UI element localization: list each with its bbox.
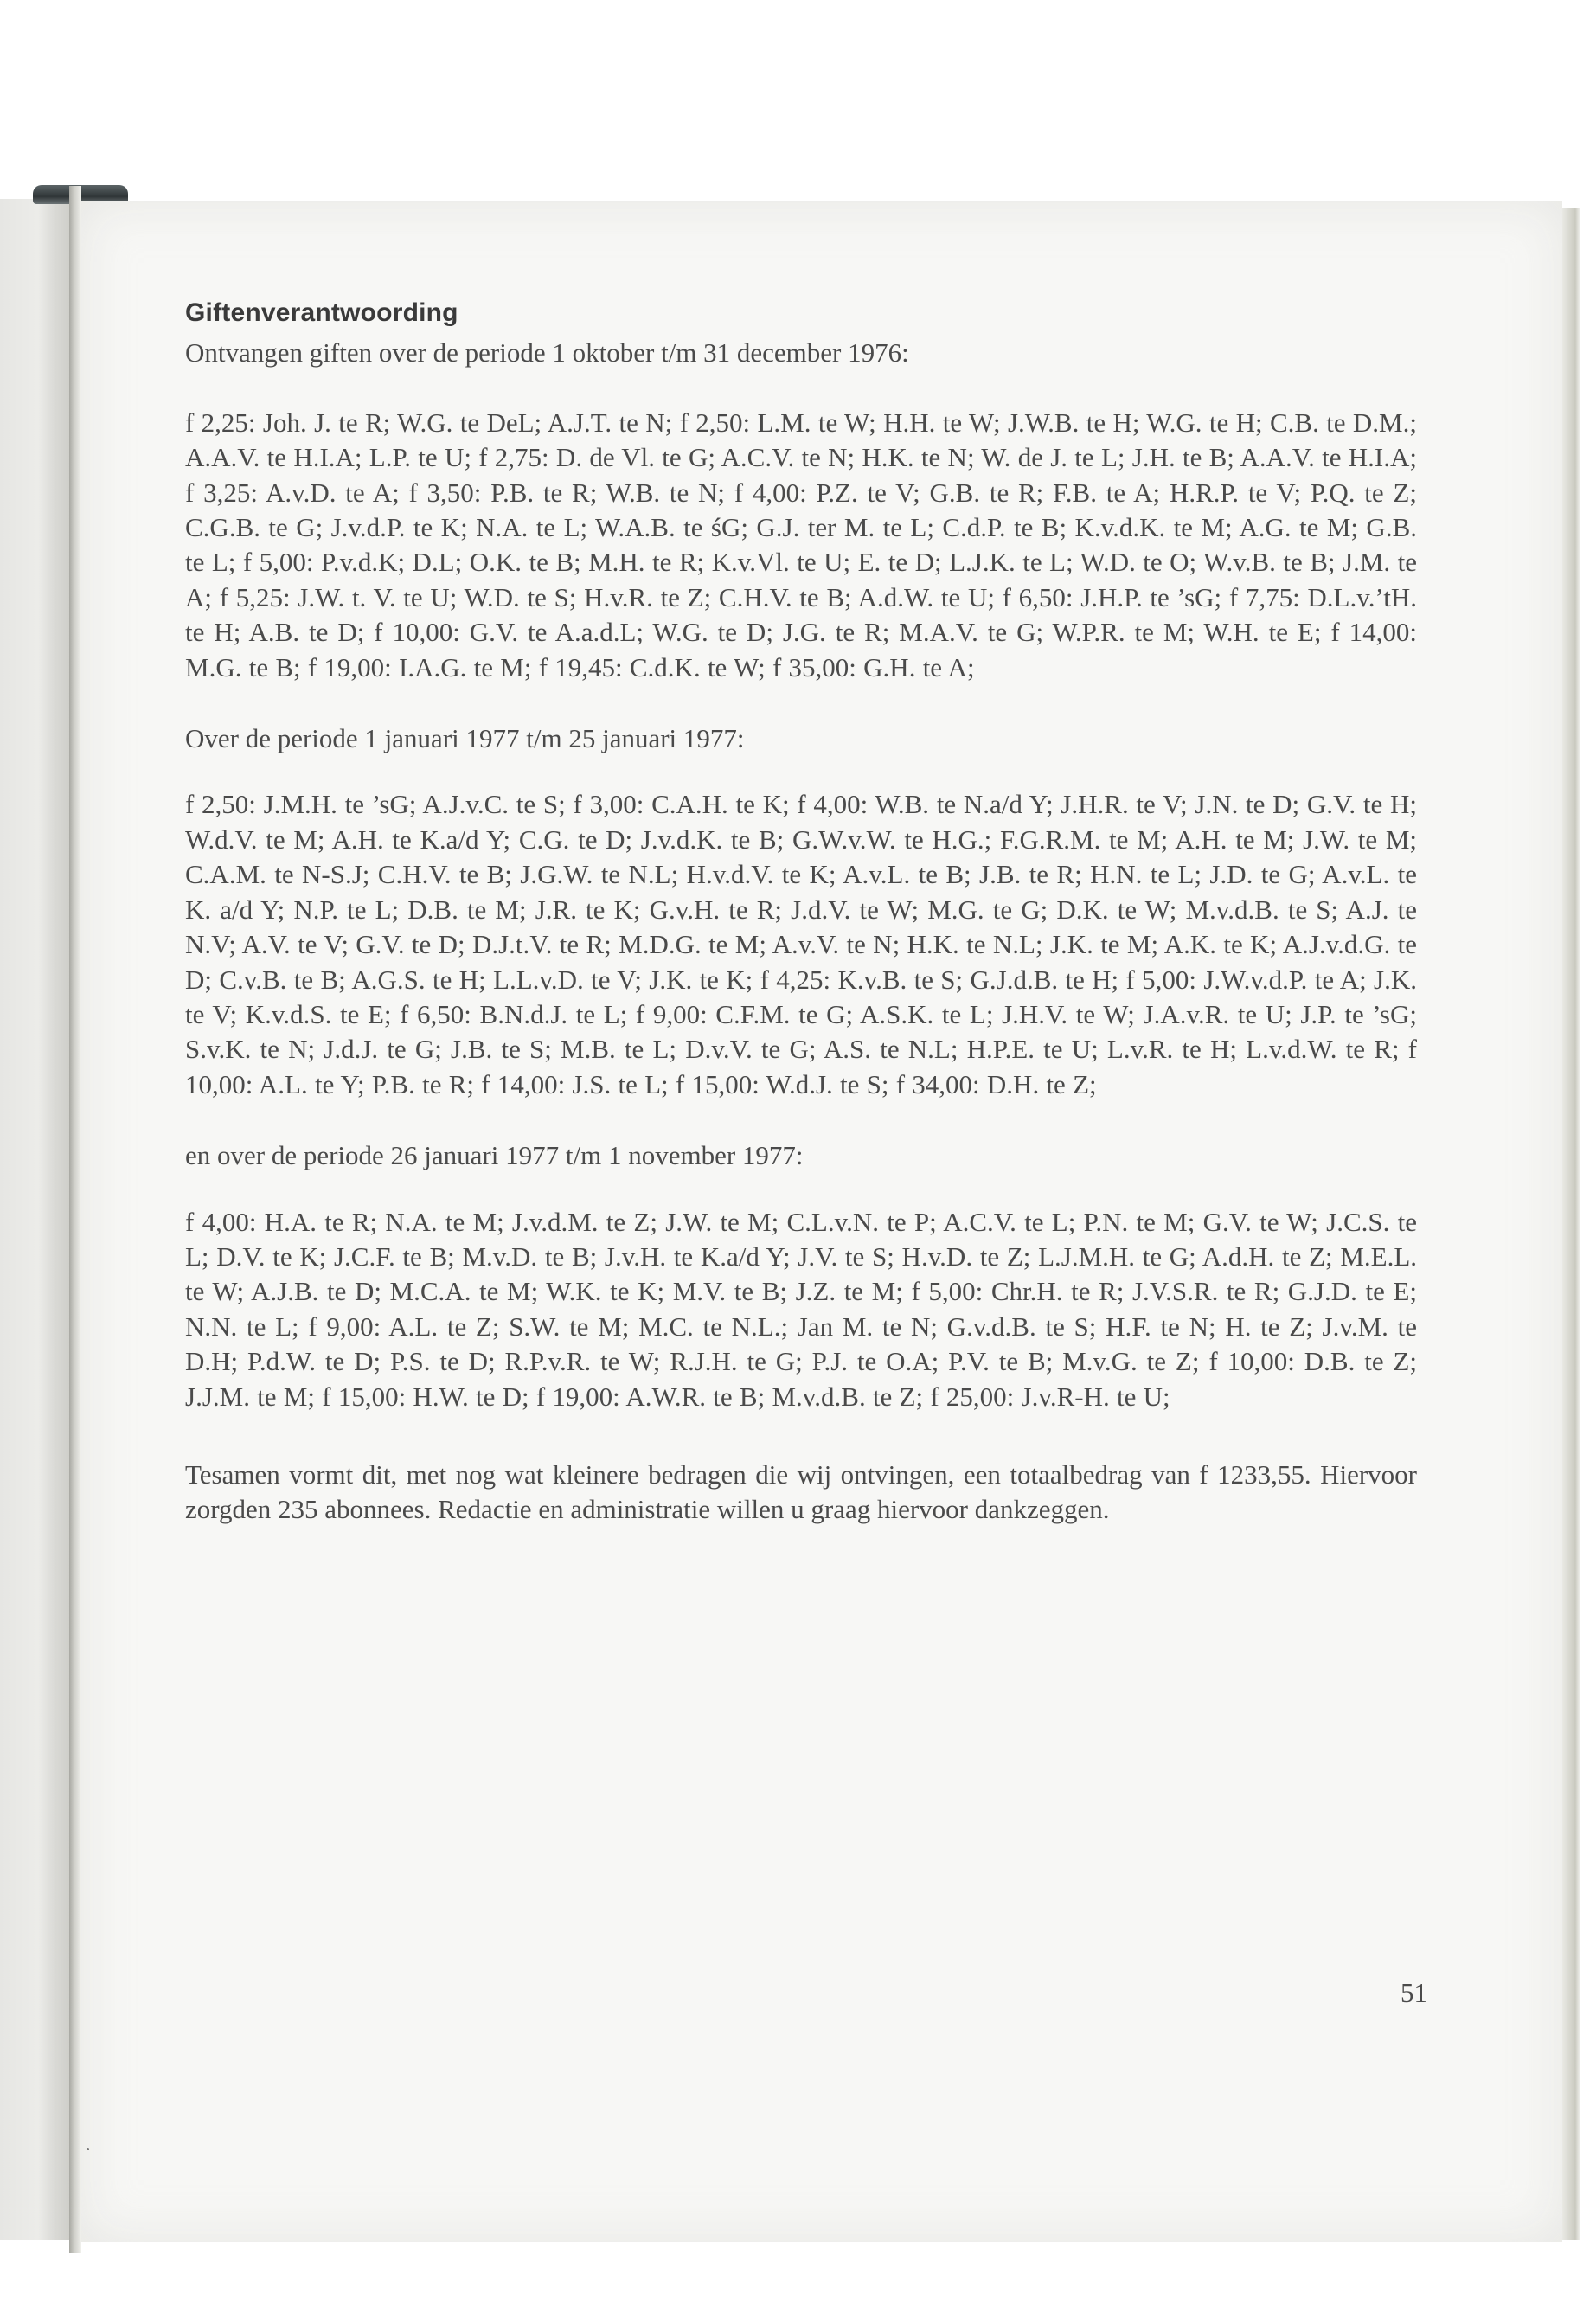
- scan-speck: [87, 2148, 89, 2150]
- closing-paragraph: Tesamen vormt dit, met nog wat kleinere bedragen die wij ontvingen, een totaalbedrag van f 1233,55. Hiervoor zorgden 235 abonnees. Redactie en administratie willen u graag hiervoor dankzeggen.: [185, 1458, 1417, 1525]
- book-binding: [69, 186, 81, 2253]
- section-heading: Giftenverantwoording: [185, 298, 458, 327]
- period-2-intro: Over de periode 1 januari 1977 t/m 25 januari 1977:: [185, 723, 745, 754]
- period-3-gift-list: f 4,00: H.A. te R; N.A. te M; J.v.d.M. te Z; J.W. te M; C.L.v.N. te P; A.C.V. te L; P.N. te M; G.V. te W; J.C.S. te L; D.V. te K; J.C.F. te B; M.v.D. te B; J.v.H. te K.a/d Y; J.V. te S; H.v.D. te Z; L.J.M.H. te G; A.d.H. te Z; M.E.L. te W; A.J.B. te D; M.C.A. te M; W.K. te K; M.V. te B; J.Z. te M; f 5,00: Chr.H. te R; J.V.S.R. te R; G.J.D. te E; N.N. te L; f 9,00: A.L. te Z; S.W. te M; M.C. te N.L.; Jan M. te N; G.v.d.B. te S; H.F. te N; H. te Z; J.v.M. te D.H; P.d.W. te D; P.S. te D; R.P.v.R. te W; R.J.H. te G; P.J. te O.A; P.V. te B; M.v.G. te Z; f 10,00: D.B. te Z; J.J.M. te M; f 15,00: H.W. te D; f 19,00: A.W.R. te B; M.v.d.B. te Z; f 25,00: J.v.R-H. te U;: [185, 1206, 1417, 1412]
- period-2-gift-list: f 2,50: J.M.H. te ’sG; A.J.v.C. te S; f 3,00: C.A.H. te K; f 4,00: W.B. te N.a/d Y; J.H.R. te V; J.N. te D; G.V. te H; W.d.V. te M; A.H. te K.a/d Y; C.G. te D; J.v.d.K. te B; G.W.v.W. te H.G.; F.G.R.M. te M; A.H. te M; J.W. te M; C.A.M. te N-S.J; C.H.V. te B; J.G.W. te N.L; H.v.d.V. te K; A.v.L. te B; J.B. te R; H.N. te L; J.D. te G; A.v.L. te K. a/d Y; N.P. te L; D.B. te M; J.R. te K; G.v.H. te R; J.d.V. te W; M.G. te G; D.K. te W; M.v.d.B. te S; A.J. te N.V; A.V. te V; G.V. te D; D.J.t.V. te R; M.D.G. te M; A.v.V. te N; H.K. te N.L; J.K. te M; A.K. te K; A.J.v.d.G. te D; C.v.B. te B; A.G.S. te H; L.L.v.D. te V; J.K. te K; f 4,25: K.v.B. te S; G.J.d.B. te H; f 5,00: J.W.v.d.P. te A; J.K. te V; K.v.d.S. te E; f 6,50: B.N.d.J. te L; f 9,00: C.F.M. te G; A.S.K. te L; J.H.V. te W; J.A.v.R. te U; J.P. te ’sG; S.v.K. te N; J.d.J. te G; J.B. te S; M.B. te L; D.v.V. te G; A.S. te N.L; H.P.E. te U; L.v.R. te H; L.v.d.W. te R; f 10,00: A.L. te Y; P.B. te R; f 14,00: J.S. te L; f 15,00: W.d.J. te S; f 34,00: D.H. te Z;: [185, 789, 1417, 1099]
- page-content: [185, 296, 1417, 1528]
- period-1-intro: Ontvangen giften over de periode 1 oktober t/m 31 december 1976:: [185, 337, 909, 369]
- page-number: 51: [1401, 1977, 1427, 2008]
- page-right-edge: [1562, 208, 1580, 2240]
- period-3-intro: en over de periode 26 januari 1977 t/m 1 november 1977:: [185, 1140, 804, 1171]
- adjacent-page-edge: [0, 199, 69, 2240]
- period-1-gift-list: f 2,25: Joh. J. te R; W.G. te DeL; A.J.T. te N; f 2,50: L.M. te W; H.H. te W; J.W.B. te H; W.G. te H; C.B. te D.M.; A.A.V. te H.I.A; L.P. te U; f 2,75: D. de Vl. te G; A.C.V. te N; H.K. te N; W. de J. te L; J.H. te B; A.A.V. te H.I.A; f 3,25: A.v.D. te A; f 3,50: P.B. te R; W.B. te N; f 4,00: P.Z. te V; G.B. te R; F.B. te A; H.R.P. te V; P.Q. te Z; C.G.B. te G; J.v.d.P. te K; N.A. te L; W.A.B. te śG; G.J. ter M. te L; C.d.P. te B; K.v.d.K. te M; A.G. te M; G.B. te L; f 5,00: P.v.d.K; D.L; O.K. te B; M.H. te R; K.v.Vl. te U; E. te D; L.J.K. te L; W.D. te O; W.v.B. te B; J.M. te A; f 5,25: J.W. t. V. te U; W.D. te S; H.v.R. te Z; C.H.V. te B; A.d.W. te U; f 6,50: J.H.P. te ’sG; f 7,75: D.L.v.’tH. te H; A.B. te D; f 10,00: G.V. te A.a.d.L; W.G. te D; J.G. te R; M.A.V. te G; W.P.R. te M; W.H. te E; f 14,00: M.G. te B; f 19,00: I.A.G. te M; f 19,45: C.d.K. te W; f 35,00: G.H. te A;: [185, 407, 1417, 683]
